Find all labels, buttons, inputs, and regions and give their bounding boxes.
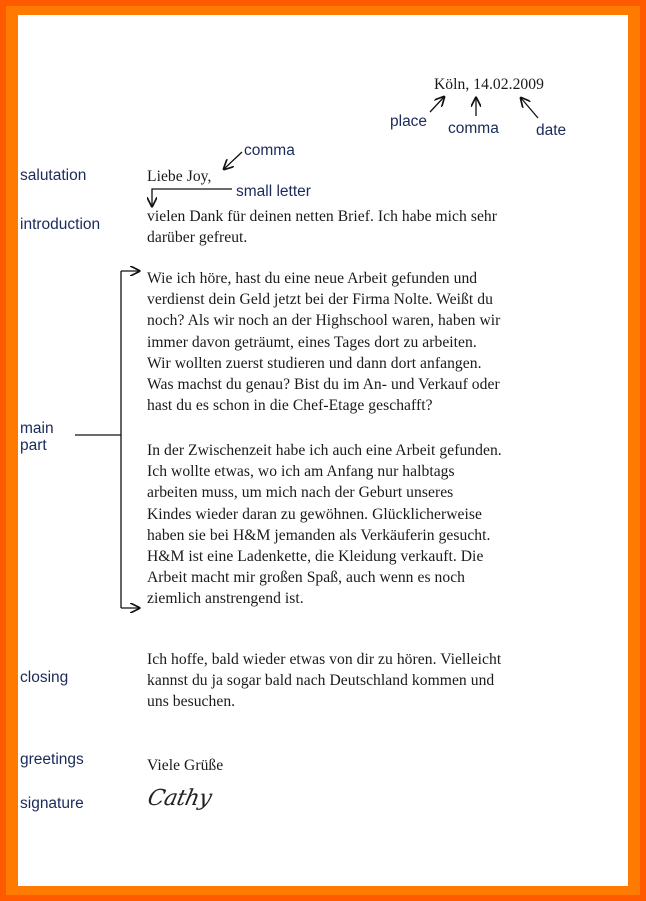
introduction-text	[147, 206, 497, 248]
text-line: Ich wollte etwas, wo ich am Anfang nur halbtags	[147, 463, 455, 481]
text-line: immer davon geträumt, eines Tages dort zu arbeiten.	[147, 333, 477, 351]
text-line: H&M ist eine Ladenkette, die Kleidung verkauft. Die	[147, 548, 484, 566]
comma-top-label: comma	[448, 120, 499, 137]
text-line: ziemlich anstrengend ist.	[147, 590, 304, 608]
salutation-text: Liebe Joy,	[147, 168, 212, 185]
signature-handwriting: Cathy	[145, 786, 214, 811]
place-label: place	[390, 113, 428, 130]
main-label: main	[20, 420, 54, 437]
text-line: Wie ich höre, hast du eine neue Arbeit gefunden und	[147, 270, 478, 287]
date-arrow	[521, 98, 538, 118]
text-line: noch? Als wir noch an der Highschool waren, haben wir	[147, 312, 501, 330]
text-line: hast du es schon in die Chef-Etage geschafft?	[147, 397, 433, 415]
text-line: verdienst dein Geld jetzt bei der Firma Nolte. Weißt du	[147, 291, 493, 309]
text-line: darüber gefreut.	[147, 229, 248, 247]
greetings-text: Viele Grüße	[147, 757, 224, 774]
main-part-paragraph-1	[147, 268, 500, 416]
text-line: Arbeit macht mir großen Spaß, auch wenn es noch	[147, 569, 466, 587]
place-arrow	[430, 97, 444, 112]
text-line: Kindes wieder daran zu gewöhnen. Glücklicherweise	[147, 505, 482, 523]
signature-label: signature	[20, 795, 84, 812]
main-part-paragraph-2	[147, 440, 502, 610]
salutation-label: salutation	[20, 167, 87, 184]
text-line: kannst du ja sogar bald nach Deutschland kommen und	[147, 672, 495, 690]
comma-salutation-label: comma	[244, 142, 295, 159]
greetings-label: greetings	[20, 751, 84, 768]
text-line: Wir wollten zuerst studieren und dann dort anfangen.	[147, 354, 482, 372]
text-line: haben sie bei H&M jemanden als Verkäuferin gesucht.	[147, 526, 491, 544]
part-label: part	[20, 437, 47, 454]
text-line: arbeiten muss, um mich nach der Geburt unseres	[147, 484, 454, 502]
text-line: Ich hoffe, bald wieder etwas von dir zu hören. Vielleicht	[147, 651, 502, 668]
introduction-label: introduction	[20, 216, 101, 233]
closing-text	[147, 649, 501, 713]
small-letter-label: small letter	[236, 183, 311, 200]
date-label: date	[536, 122, 567, 139]
small-letter-arrow	[152, 189, 232, 206]
text-line: uns besuchen.	[147, 693, 236, 711]
comma-salutation-arrow	[224, 152, 242, 169]
closing-label: closing	[20, 669, 69, 686]
text-line: In der Zwischenzeit habe ich auch eine Arbeit gefunden.	[147, 442, 502, 459]
text-line: Was machst du genau? Bist du im An- und Verkauf oder	[147, 376, 500, 394]
text-line: vielen Dank für deinen netten Brief. Ich habe mich sehr	[147, 208, 498, 225]
place-date: Köln, 14.02.2009	[434, 76, 544, 93]
